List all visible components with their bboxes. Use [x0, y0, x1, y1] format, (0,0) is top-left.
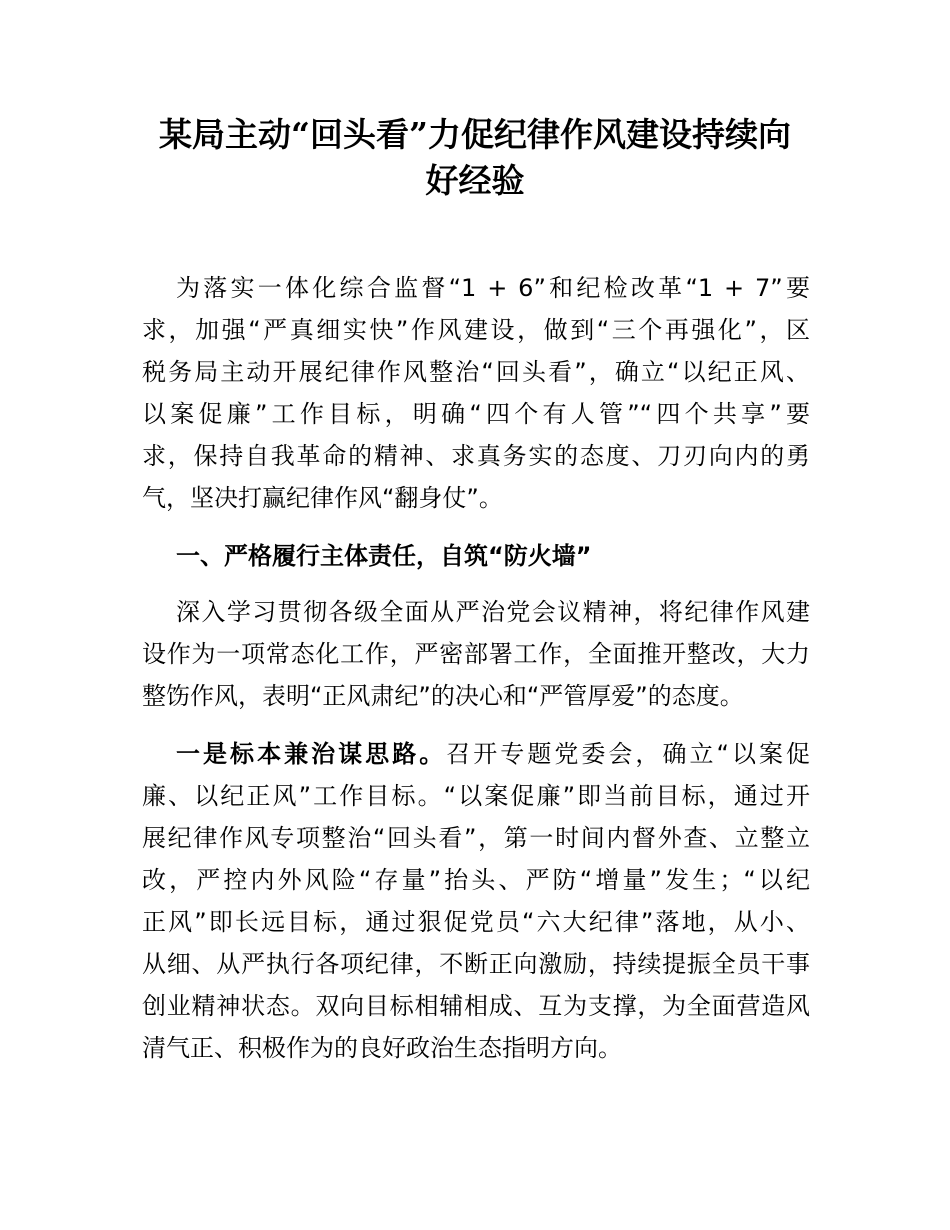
point1-first-line — [176, 739, 810, 769]
paragraph-line: 正风”即长远目标，通过狠促党员“六大纪律”落地，从小、 — [142, 908, 810, 936]
section-heading: 一、严格履行主体责任，自筑“防火墙” — [176, 542, 592, 570]
intro-line: 求，保持自我革命的精神、求真务实的态度、刀刃向内的勇 — [142, 442, 810, 470]
paragraph-line: 深入学习贯彻各级全面从严治党会议精神，将纪律作风建 — [176, 598, 810, 626]
intro-line: 为落实一体化综合监督“1 + 6”和纪检改革“1 + 7”要 — [176, 274, 810, 302]
document-title-line-1: 某局主动“回头看”力促纪律作风建设持续向 — [159, 115, 791, 154]
paragraph-line: 设作为一项常态化工作，严密部署工作，全面推开整改，大力 — [142, 640, 810, 668]
point1-lead: 一是标本兼治谋思路。 — [176, 740, 447, 768]
paragraph-line: 创业精神状态。双向目标相辅相成、互为支撑，为全面营造风 — [142, 992, 810, 1020]
paragraph-line: 展纪律作风专项整治“回头看”，第一时间内督外查、立整立 — [142, 824, 810, 852]
intro-line: 气，坚决打赢纪律作风“翻身仗”。 — [142, 484, 503, 512]
intro-line: 税务局主动开展纪律作风整治“回头看”，确立“以纪正风、 — [142, 358, 810, 386]
paragraph-line: 从细、从严执行各项纪律，不断正向激励，持续提振全员干事 — [142, 950, 810, 978]
paragraph-line: 清气正、积极作为的良好政治生态指明方向。 — [142, 1034, 622, 1062]
intro-line: 以案促廉”工作目标，明确“四个有人管”“四个共享”要 — [142, 400, 810, 428]
point1-first-line-rest: 召开专题党委会，确立“以案促 — [446, 740, 811, 768]
paragraph-line: 整饬作风，表明“正风肃纪”的决心和“严管厚爱”的态度。 — [142, 682, 744, 710]
intro-line: 求，加强“严真细实快”作风建设，做到“三个再强化”，区 — [142, 316, 810, 344]
paragraph-line: 改，严控内外风险“存量”抬头、严防“增量”发生；“以纪 — [142, 866, 810, 894]
document-title-line-2: 好经验 — [425, 161, 525, 200]
paragraph-line: 廉、以纪正风”工作目标。“以案促廉”即当前目标，通过开 — [142, 782, 810, 810]
